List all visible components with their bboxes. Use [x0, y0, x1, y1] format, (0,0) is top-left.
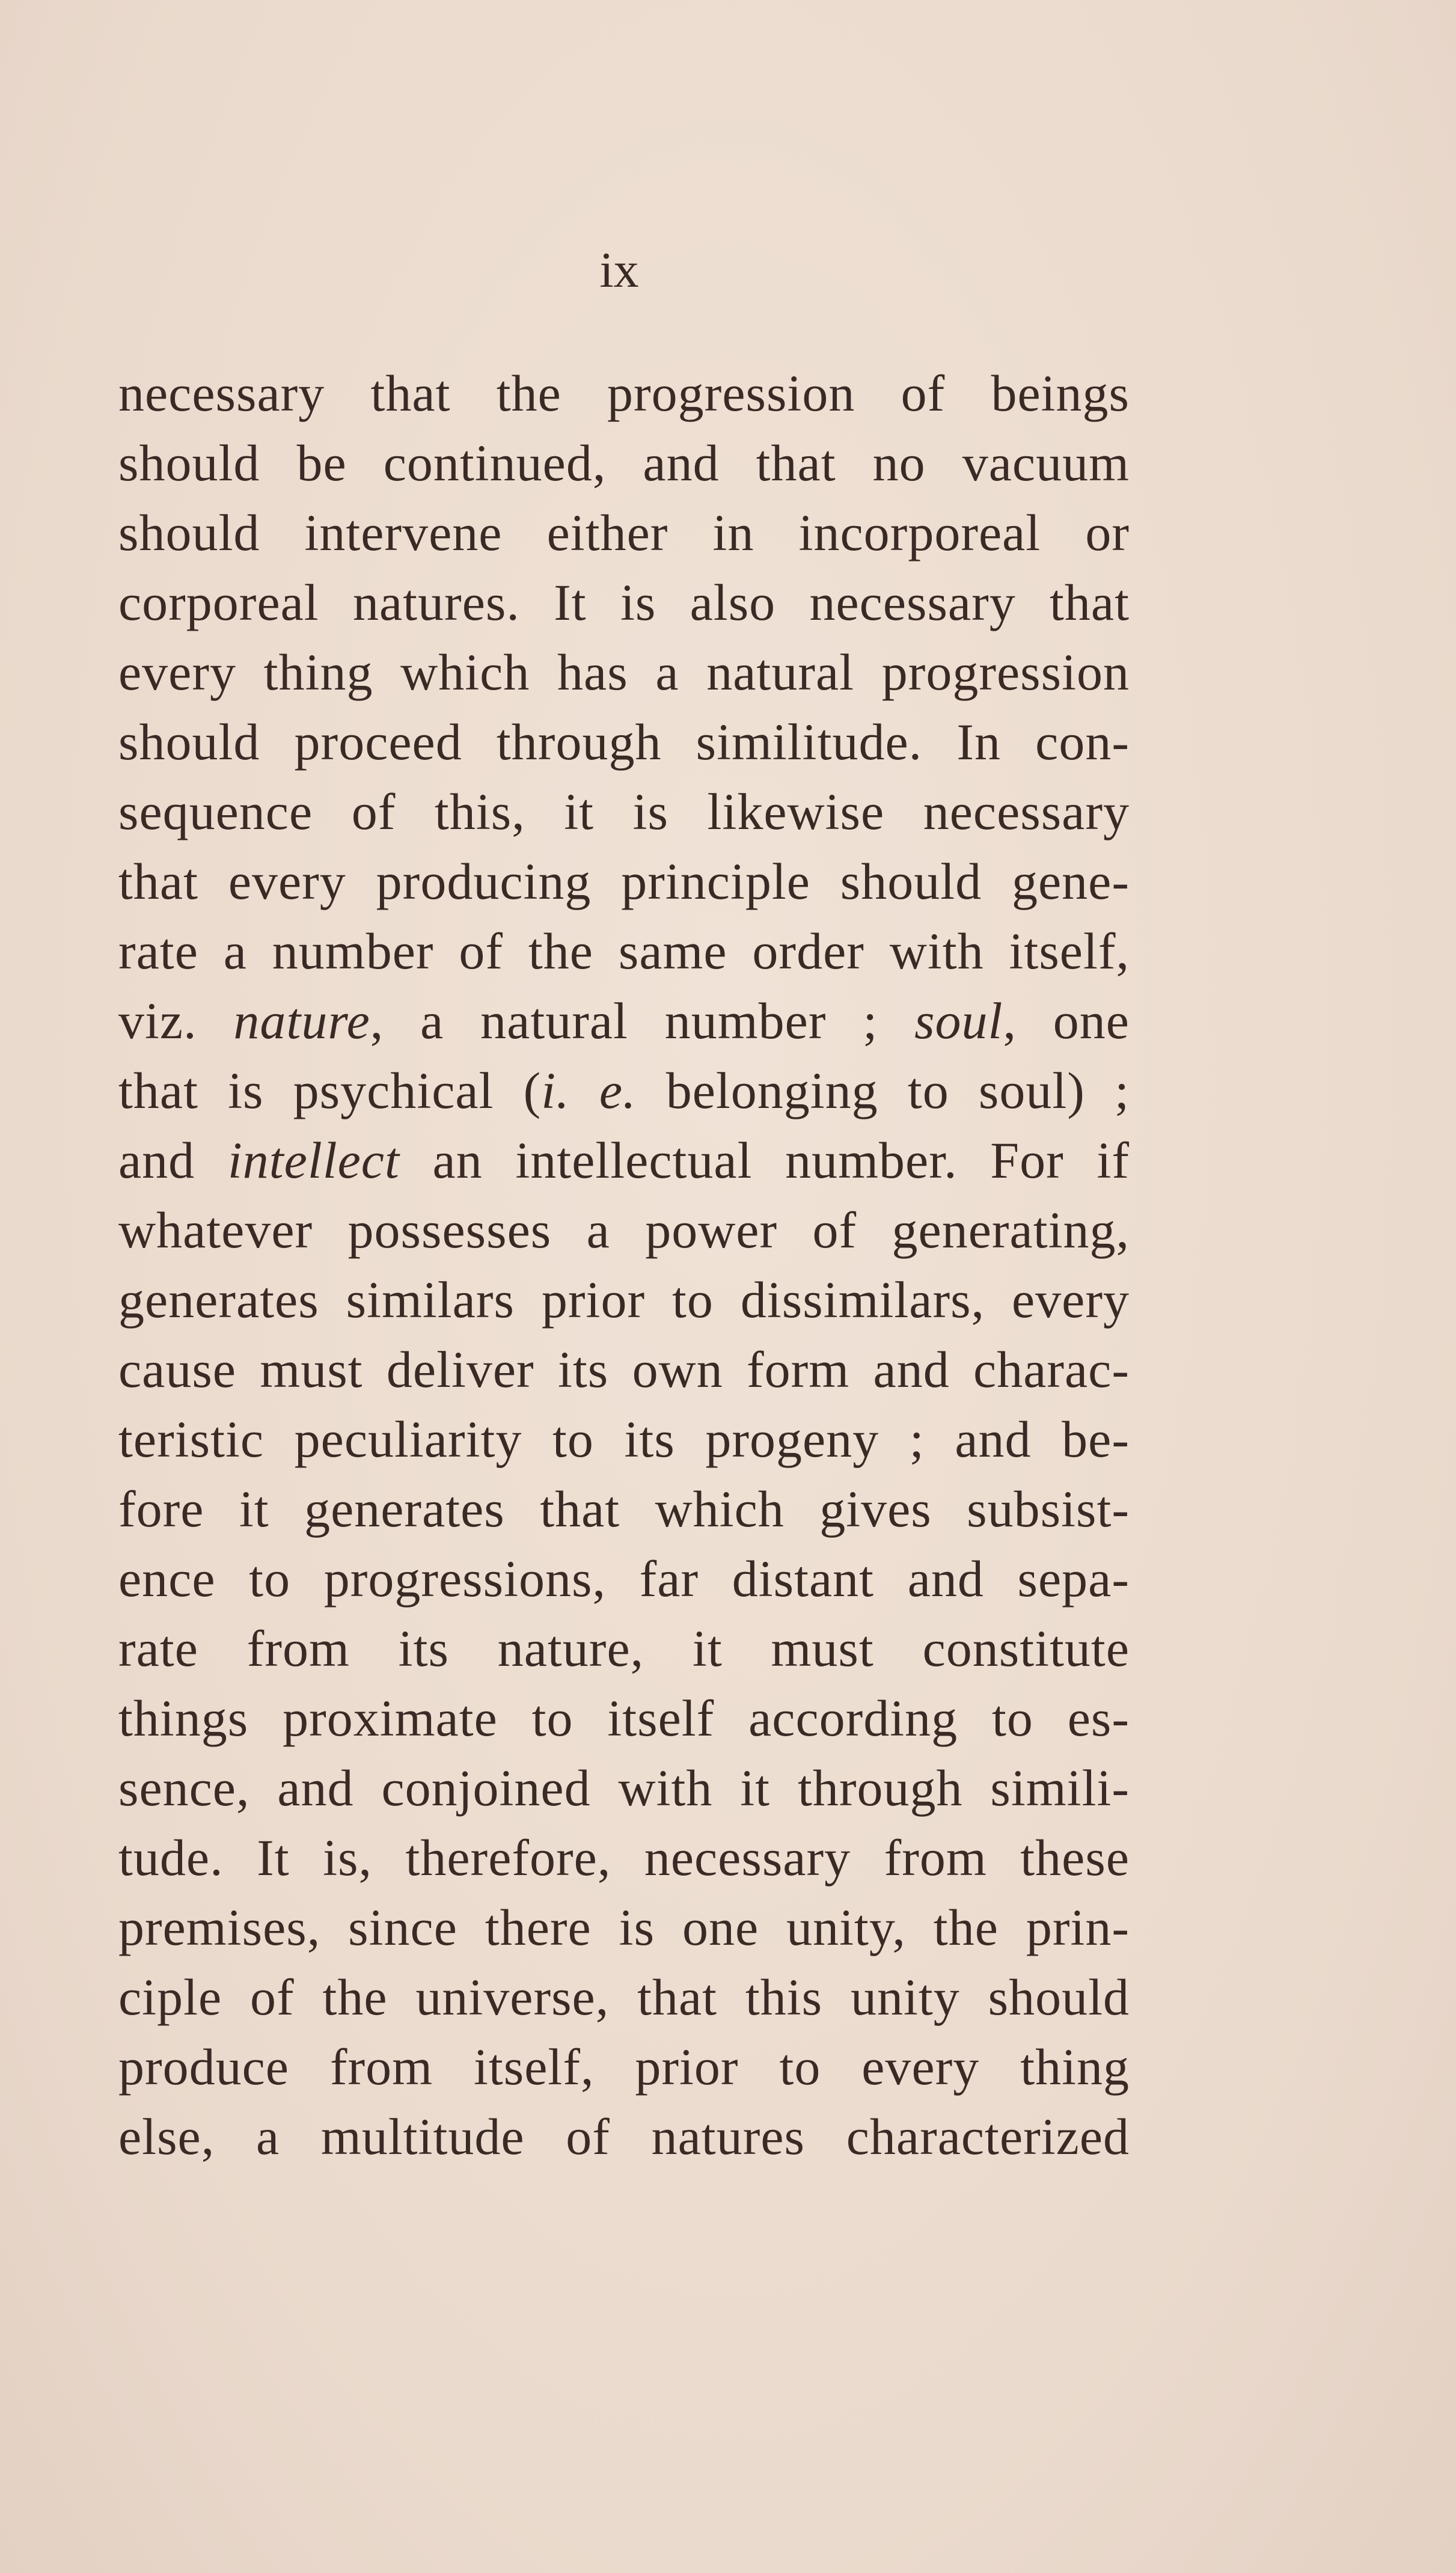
text-line — [118, 1823, 1130, 1892]
text-line — [118, 1335, 1130, 1404]
text-line — [118, 1265, 1130, 1335]
text-line — [118, 637, 1130, 707]
text-line — [118, 1404, 1130, 1474]
text-line — [118, 428, 1130, 498]
italic-text: intellect — [227, 1131, 400, 1189]
text-segment: tude. It is, therefore, necessary from these — [118, 1829, 1130, 1886]
text-line — [118, 1125, 1130, 1195]
text-segment: that every producing principle should gene- — [118, 852, 1130, 910]
text-segment: rate a number of the same order with itself, — [118, 922, 1130, 980]
text-line — [118, 1544, 1130, 1614]
text-line — [118, 358, 1130, 428]
italic-text: i. e. — [541, 1062, 637, 1119]
text-segment: whatever possesses a power of generating, — [118, 1201, 1130, 1259]
text-segment: teristic peculiarity to its progeny ; and be- — [118, 1410, 1130, 1468]
text-line — [118, 498, 1130, 568]
text-segment: viz. — [118, 992, 234, 1050]
text-line — [118, 2102, 1130, 2171]
text-segment: cause must deliver its own form and charac- — [118, 1341, 1130, 1398]
text-segment: rate from its nature, it must constitute — [118, 1620, 1130, 1677]
text-segment: sence, and conjoined with it through simili- — [118, 1759, 1130, 1817]
text-segment: ciple of the universe, that this unity should — [118, 1968, 1130, 2026]
text-segment: ence to progressions, far distant and sepa- — [118, 1550, 1130, 1608]
text-segment: fore it generates that which gives subsist- — [118, 1480, 1130, 1538]
body-text — [118, 358, 1130, 2171]
text-segment: should intervene either in incorporeal or — [118, 504, 1130, 561]
text-line — [118, 568, 1130, 637]
text-segment: corporeal natures. It is also necessary that — [118, 574, 1130, 631]
text-line — [118, 916, 1130, 986]
text-line — [118, 1683, 1130, 1753]
text-segment: sequence of this, it is likewise necessary — [118, 783, 1130, 840]
text-segment: , a natural number ; — [370, 992, 915, 1050]
text-line — [118, 846, 1130, 916]
text-line — [118, 777, 1130, 846]
text-line — [118, 707, 1130, 777]
text-line — [118, 1614, 1130, 1683]
text-segment: generates similars prior to dissimilars, every — [118, 1271, 1130, 1329]
text-segment: and — [118, 1131, 228, 1189]
text-segment: else, a multitude of natures characterized — [118, 2108, 1130, 2165]
text-segment: , one — [1003, 992, 1130, 1050]
page-number: ix — [599, 242, 639, 298]
text-line — [118, 986, 1130, 1056]
text-line — [118, 2032, 1130, 2102]
text-segment: every thing which has a natural progression — [118, 643, 1130, 701]
text-segment: should proceed through similitude. In con- — [118, 713, 1130, 771]
text-segment: an intellectual number. For if — [399, 1131, 1130, 1189]
text-segment: should be continued, and that no vacuum — [118, 434, 1130, 492]
text-segment: that is psychical ( — [118, 1062, 542, 1119]
text-segment: things proximate to itself according to es- — [118, 1689, 1130, 1747]
text-segment: premises, since there is one unity, the prin- — [118, 1898, 1130, 1956]
text-line — [118, 1195, 1130, 1265]
italic-text: soul — [914, 992, 1003, 1050]
text-line — [118, 1892, 1130, 1962]
text-segment: necessary that the progression of beings — [118, 364, 1130, 422]
text-segment: belonging to soul) ; — [636, 1062, 1130, 1119]
text-line — [118, 1753, 1130, 1823]
italic-text: nature — [233, 992, 370, 1050]
text-line — [118, 1474, 1130, 1544]
text-segment: produce from itself, prior to every thing — [118, 2038, 1130, 2096]
text-line — [118, 1056, 1130, 1125]
text-line — [118, 1962, 1130, 2032]
